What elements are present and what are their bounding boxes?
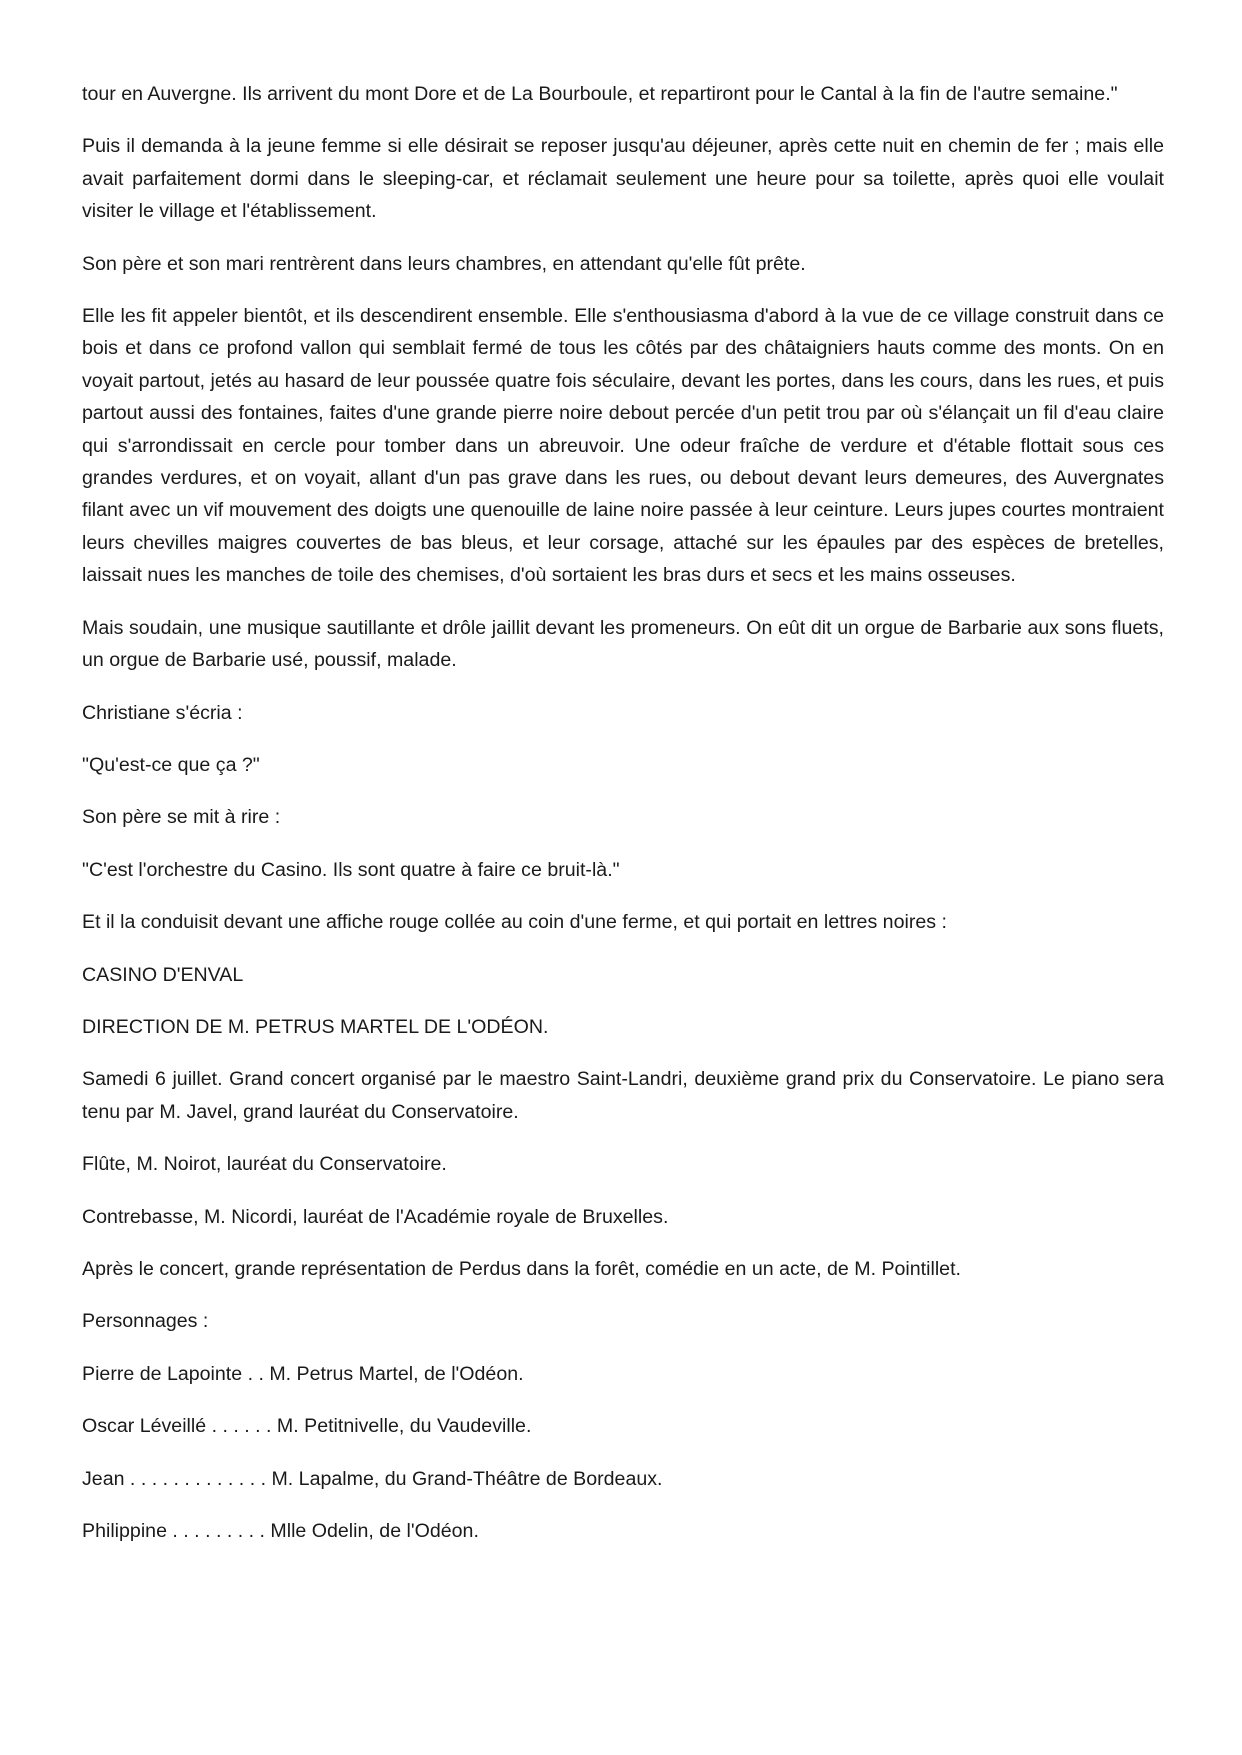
paragraph-10: Et il la conduisit devant une affiche rouge collée au coin d'une ferme, et qui portait en lettres noires : [82, 911, 947, 934]
paragraph-3: Son père et son mari rentrèrent dans leurs chambres, en attendant qu'elle fût prête. [82, 252, 806, 275]
paragraph-4: Elle les fit appeler bientôt, et ils descendirent ensemble. Elle s'enthousiasma d'abord à la vue de ce village construit dans ce bois et dans ce profond vallon qui semblait fermé de tous les côtés par des châtaigniers hauts comme des monts. On en voyait partout, jetés au hasard de leur poussée quatre fois séculaire, devant les portes, dans les cours, dans les rues, et puis partout aussi des fontaines, faites d'une grande pierre noire debout percée d'un petit trou par où s'élançait un fil d'eau claire qui s'arrondissait en cercle pour tomber dans un abreuvoir. Une odeur fraîche de verdure et d'étable flottait sous ces grandes verdures, et on voyait, allant d'un pas grave dans les rues, ou debout devant leurs demeures, des Auvergnates filant avec un vif mouvement des doigts une quenouille de laine noire passée à leur ceinture. Leurs jupes courtes montraient leurs chevilles maigres couvertes de bas bleus, et leur corsage, attaché sur les épaules par des espèces de bretelles, laissait nues les manches de toile des chemises, d'où sortaient les bras durs et secs et les mains osseuses. [82, 305, 1164, 587]
paragraph-9: "C'est l'orchestre du Casino. Ils sont quatre à faire ce bruit-là." [82, 858, 620, 881]
paragraph-6: Christiane s'écria : [82, 701, 243, 724]
paragraph-7: "Qu'est-ce que ça ?" [82, 753, 260, 776]
cast-heading: Personnages : [82, 1310, 209, 1333]
poster-direction: DIRECTION DE M. PETRUS MARTEL DE L'ODÉON. [82, 1015, 549, 1038]
paragraph-8: Son père se mit à rire : [82, 806, 281, 829]
paragraph-1: tour en Auvergne. Ils arrivent du mont Dore et de La Bourboule, et repartiront pour le Cantal à la fin de l'autre semaine." [82, 83, 1118, 105]
paragraph-13: Samedi 6 juillet. Grand concert organisé par le maestro Saint-Landri, deuxième grand prix du Conservatoire. Le piano sera tenu par M. Javel, grand lauréat du Conservatoire. [82, 1068, 1164, 1123]
paragraph-2: Puis il demanda à la jeune femme si elle désirait se reposer jusqu'au déjeuner, après cette nuit en chemin de fer ; mais elle avait parfaitement dormi dans le sleeping-car, et réclamait seulement une heure pour sa toilette, après quoi elle voulait visiter le village et l'établissement. [82, 135, 1164, 223]
paragraph-14: Flûte, M. Noirot, lauréat du Conservatoire. [82, 1153, 447, 1176]
document-page [82, 78, 1164, 1567]
cast-line-3: Jean . . . . . . . . . . . . . M. Lapalme, du Grand-Théâtre de Bordeaux. [82, 1467, 663, 1490]
paragraph-5: Mais soudain, une musique sautillante et drôle jaillit devant les promeneurs. On eût dit un orgue de Barbarie aux sons fluets, un orgue de Barbarie usé, poussif, malade. [82, 616, 1164, 672]
paragraph-15: Contrebasse, M. Nicordi, lauréat de l'Académie royale de Bruxelles. [82, 1205, 669, 1228]
poster-title: CASINO D'ENVAL [82, 963, 244, 986]
paragraph-16: Après le concert, grande représentation de Perdus dans la forêt, comédie en un acte, de M. Pointillet. [82, 1257, 961, 1280]
cast-line-4: Philippine . . . . . . . . . Mlle Odelin, de l'Odéon. [82, 1520, 479, 1542]
cast-line-1: Pierre de Lapointe . . M. Petrus Martel, de l'Odéon. [82, 1362, 524, 1385]
cast-line-2: Oscar Léveillé . . . . . . M. Petitnivelle, du Vaudeville. [82, 1415, 532, 1438]
